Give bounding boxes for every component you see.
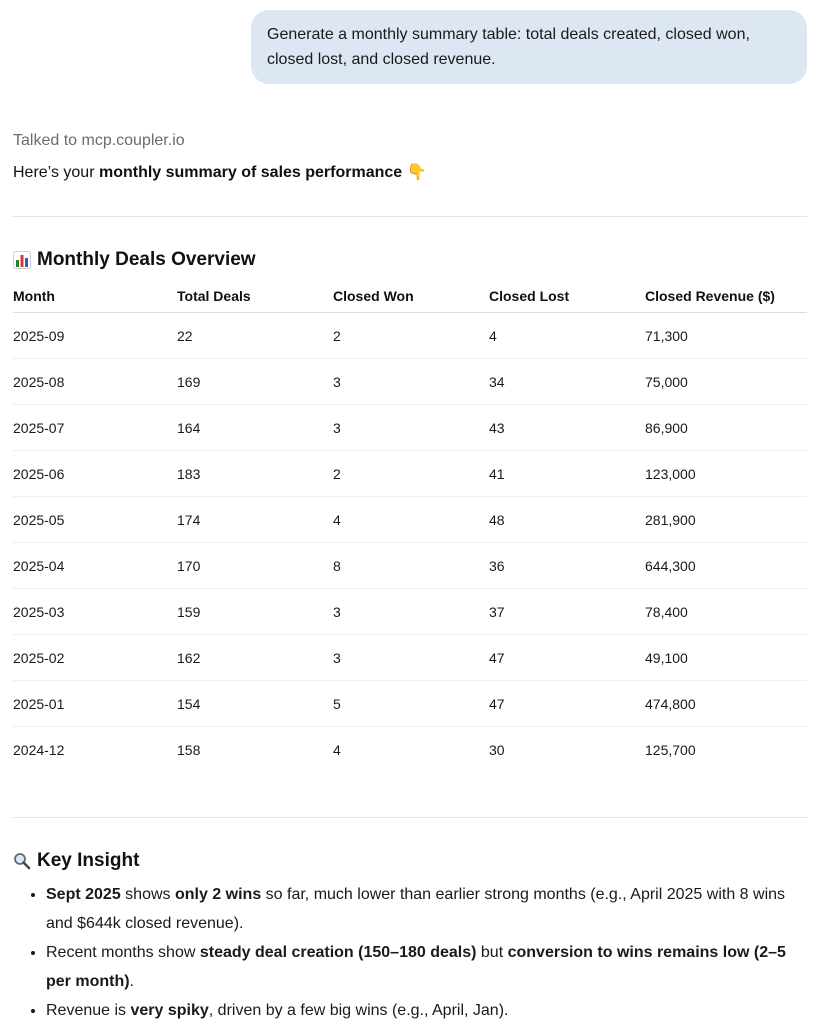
cell-total-deals: 183 (177, 451, 333, 497)
cell-month: 2025-01 (13, 681, 177, 727)
bold-text: steady deal creation (150–180 deals) (199, 944, 477, 961)
text: so far, much lower than earlier strong months (e.g., April 2025 with 8 wins and $644k closed revenue). (46, 886, 786, 932)
deals-section-title: Monthly Deals Overview (37, 249, 256, 270)
bold-text: conversion to wins remains low (2–5 per month) (46, 944, 786, 990)
list-item (46, 996, 807, 1024)
cell-month: 2025-09 (13, 313, 177, 359)
cell-closed-lost: 47 (489, 635, 645, 681)
column-header-closed-lost: Closed Lost (489, 280, 645, 313)
cell-total-deals: 164 (177, 405, 333, 451)
cell-closed-revenue: 281,900 (645, 497, 807, 543)
intro-bold: monthly summary of sales performance (98, 164, 403, 181)
cell-month: 2025-05 (13, 497, 177, 543)
bold-text: only 2 wins (174, 886, 262, 903)
cell-closed-lost: 4 (489, 313, 645, 359)
table-row (13, 497, 807, 543)
cell-closed-lost: 47 (489, 681, 645, 727)
cell-total-deals: 169 (177, 359, 333, 405)
cell-closed-won: 4 (333, 497, 489, 543)
cell-closed-won: 4 (333, 741, 341, 758)
table-row (13, 681, 807, 727)
text: . (129, 973, 134, 990)
monthly-deals-table (13, 280, 807, 772)
list-item (46, 880, 807, 938)
cell-month: 2025-06 (13, 451, 177, 497)
cell-total-deals: 154 (177, 681, 333, 727)
assistant-intro (13, 162, 427, 182)
cell-month: 2025-02 (13, 635, 177, 681)
cell-closed-won: 5 (333, 681, 489, 727)
user-message-bubble (251, 10, 807, 84)
column-header-month: Month (13, 280, 177, 313)
cell-closed-revenue: 75,000 (645, 359, 807, 405)
cell-closed-won: 8 (333, 543, 489, 589)
cell-closed-revenue: 125,700 (645, 741, 696, 758)
table-row (13, 313, 807, 359)
tool-call-status[interactable]: Talked to mcp.coupler.io (13, 132, 185, 149)
cell-closed-won: 3 (333, 635, 489, 681)
cell-closed-won: 2 (333, 313, 489, 359)
cell-closed-revenue: 78,400 (645, 589, 807, 635)
cell-closed-won: 2 (333, 451, 489, 497)
user-message-text: Generate a monthly summary table: total deals created, closed won, closed lost, and closed revenue. (267, 26, 750, 68)
cell-total-deals: 162 (177, 635, 333, 681)
text: Revenue is (46, 1002, 131, 1019)
text: , driven by a few big wins (e.g., April, Jan). (208, 1002, 509, 1019)
divider (13, 216, 807, 217)
cell-closed-revenue: 49,100 (645, 635, 807, 681)
list-item (46, 938, 807, 996)
intro-prefix: Here’s your (13, 164, 99, 181)
bold-text: Sept 2025 (46, 886, 121, 903)
cell-closed-won: 3 (333, 589, 489, 635)
table-header-row (13, 280, 807, 313)
cell-month: 2025-03 (13, 589, 177, 635)
cell-closed-lost: 41 (489, 451, 645, 497)
cell-closed-won: 3 (333, 405, 489, 451)
insight-section-title: Key Insight (37, 850, 140, 871)
cell-closed-lost: 48 (489, 497, 645, 543)
text: Recent months show (46, 944, 200, 961)
text: shows (120, 886, 175, 903)
table-row (13, 405, 807, 451)
insight-section-heading (13, 850, 139, 872)
table-row (13, 635, 807, 681)
cell-closed-won: 3 (333, 359, 489, 405)
insight-list (13, 880, 807, 1024)
cell-month: 2025-04 (13, 543, 177, 589)
table-row (13, 589, 807, 635)
text: but (476, 944, 508, 961)
pointing-down-emoji: 👇 (406, 164, 427, 181)
column-header-closed-won: Closed Won (333, 280, 489, 313)
deals-section-heading (13, 249, 256, 271)
cell-closed-lost: 30 (489, 741, 505, 758)
column-header-closed-revenue: Closed Revenue ($) (645, 280, 807, 313)
cell-total-deals: 158 (177, 741, 201, 758)
cell-closed-revenue: 71,300 (645, 313, 807, 359)
magnifier-icon (13, 852, 31, 870)
table-row (13, 451, 807, 497)
table-row (13, 727, 807, 773)
cell-closed-revenue: 474,800 (645, 681, 807, 727)
cell-total-deals: 159 (177, 589, 333, 635)
table-row (13, 543, 807, 589)
cell-total-deals: 174 (177, 497, 333, 543)
cell-total-deals: 170 (177, 543, 333, 589)
cell-month: 2024-12 (13, 741, 65, 758)
cell-month: 2025-07 (13, 405, 177, 451)
table-row (13, 359, 807, 405)
cell-closed-revenue: 123,000 (645, 451, 807, 497)
cell-closed-lost: 43 (489, 405, 645, 451)
cell-closed-lost: 34 (489, 359, 645, 405)
cell-closed-revenue: 86,900 (645, 405, 807, 451)
cell-closed-lost: 37 (489, 589, 645, 635)
divider (13, 817, 807, 818)
cell-month: 2025-08 (13, 359, 177, 405)
column-header-total-deals: Total Deals (177, 280, 333, 313)
cell-closed-lost: 36 (489, 543, 645, 589)
bar-chart-icon (13, 251, 31, 269)
cell-total-deals: 22 (177, 313, 333, 359)
bold-text: very spiky (130, 1002, 209, 1019)
cell-closed-revenue: 644,300 (645, 543, 807, 589)
